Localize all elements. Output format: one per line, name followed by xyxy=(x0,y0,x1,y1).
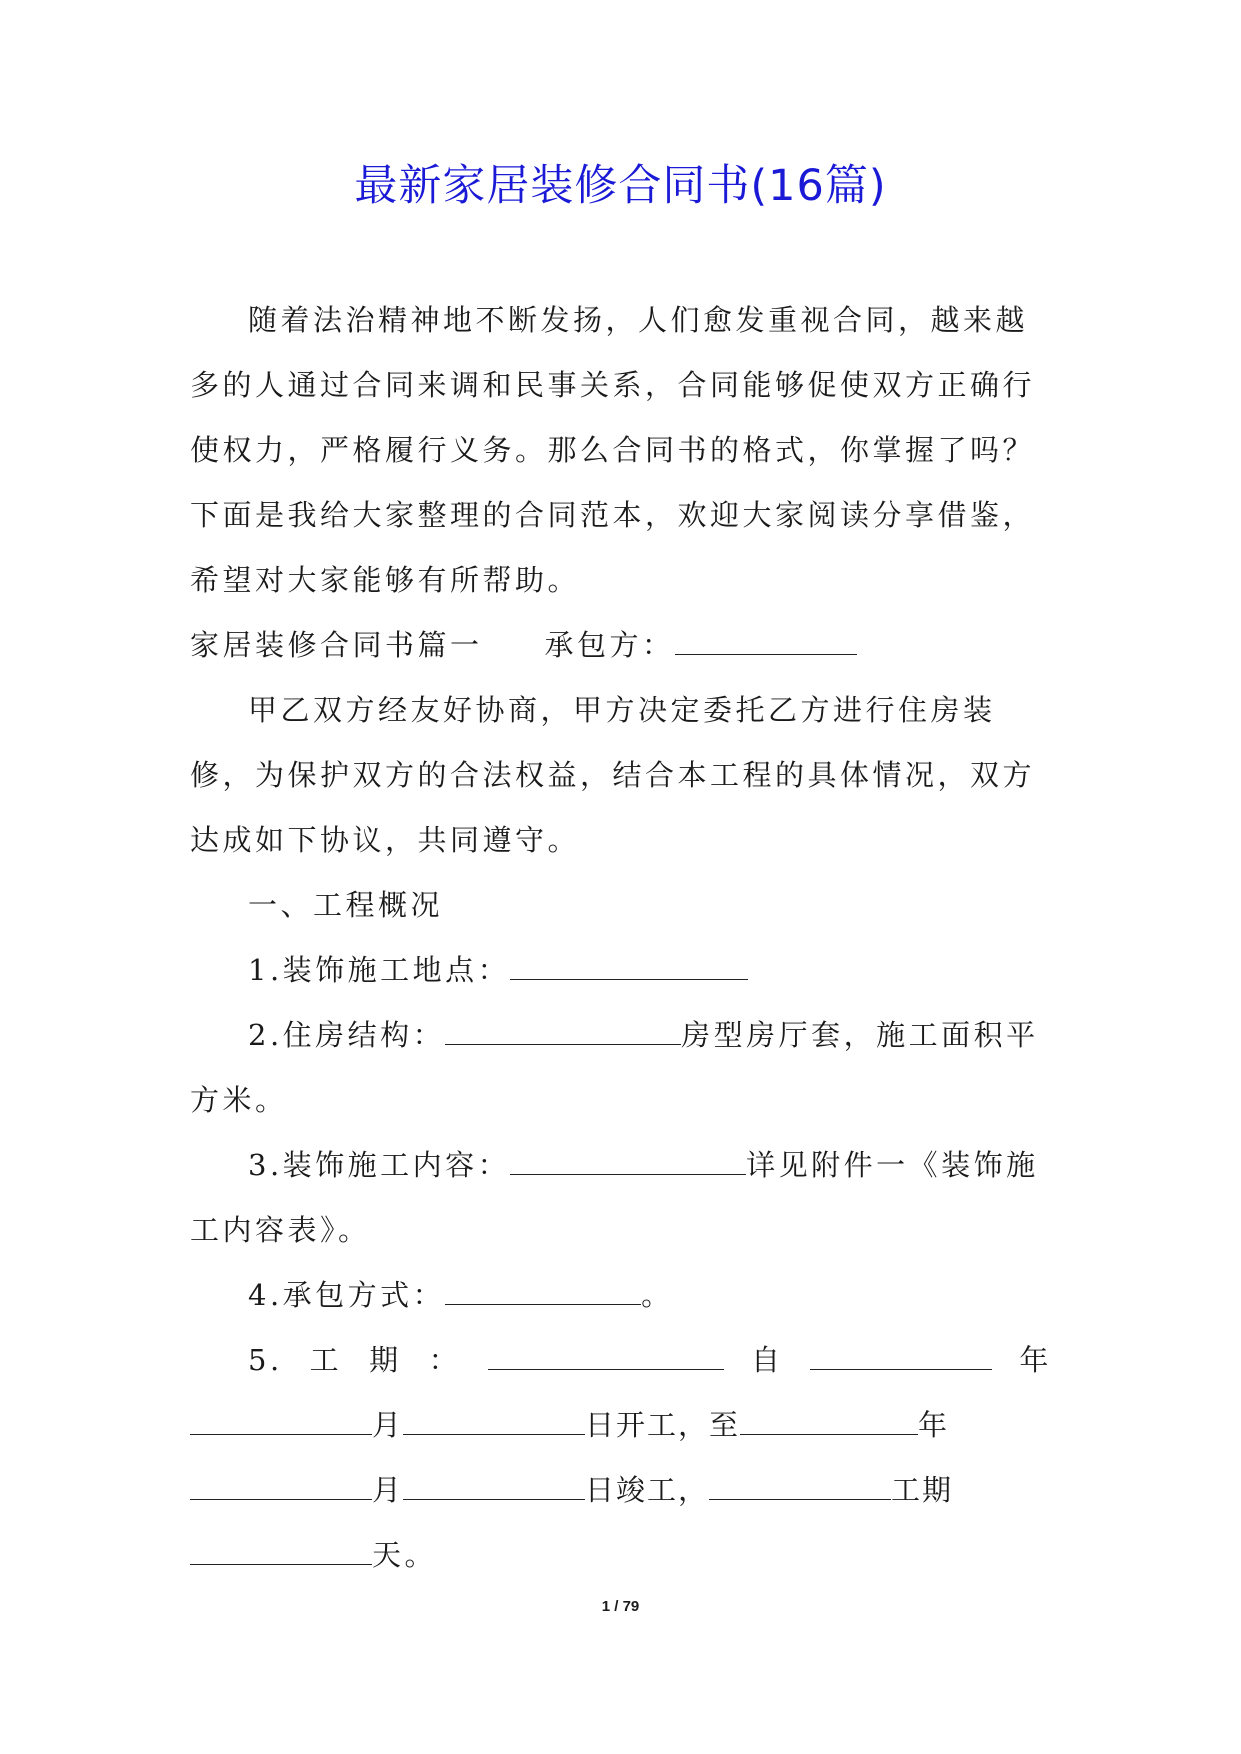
section-heading: 家居装修合同书篇一 xyxy=(190,628,483,662)
item-5-line-4 xyxy=(190,1523,1052,1588)
item-4-blank xyxy=(445,1280,641,1305)
item-5-kaigong: 日开工， xyxy=(585,1408,710,1442)
item-5-line-2 xyxy=(190,1393,1052,1458)
item-5-qi: 期 xyxy=(369,1343,402,1377)
item-5-line-3 xyxy=(190,1458,1052,1523)
item-1-blank xyxy=(510,955,748,980)
item-5-zi: 自 xyxy=(750,1343,784,1377)
item-5-blank-f xyxy=(190,1475,372,1500)
item-5-blank-h xyxy=(709,1475,891,1500)
intro-paragraph: 随着法治精神地不断发扬，人们愈发重视合同，越来越多的人通过合同来调和民事关系，合同能够促使双方正确行使权力，严格履行义务。那么合同书的格式，你掌握了吗？下面是我给大家整理的合同范本，欢迎大家阅读分享借鉴，希望对大家能够有所帮助。 xyxy=(190,303,1036,597)
part-one-heading: 一、工程概况 xyxy=(248,888,444,922)
item-5-yue-1: 月 xyxy=(372,1408,404,1442)
agreement-paragraph: 甲乙双方经友好协商，甲方决定委托乙方进行住房装修，为保护双方的合法权益，结合本工程的具体情况，双方达成如下协议，共同遵守。 xyxy=(190,693,1036,857)
item-5-number: 5. xyxy=(248,1343,283,1377)
item-5-zhi: 至 xyxy=(709,1408,741,1442)
contractor-blank xyxy=(675,630,857,655)
item-2-label: 2.住房结构： xyxy=(248,1018,446,1052)
item-2-blank xyxy=(445,1020,681,1045)
item-3-suffix: 详见附件一《装饰施 xyxy=(746,1148,1039,1182)
item-3-continued: 工内容表》。 xyxy=(190,1213,371,1247)
item-5-blank-g xyxy=(403,1475,585,1500)
item-5-blank-i xyxy=(190,1540,372,1565)
item-5-nian: 年 xyxy=(1019,1343,1052,1377)
item-5-blank-d xyxy=(403,1410,585,1435)
item-2-continued: 方米。 xyxy=(190,1083,288,1117)
item-1-label: 1.装饰施工地点： xyxy=(248,953,511,987)
document-title: 最新家居装修合同书(16篇) xyxy=(354,161,887,211)
item-5-nian-2: 年 xyxy=(918,1408,950,1442)
item-3-blank xyxy=(510,1150,746,1175)
item-2 xyxy=(190,1003,1052,1068)
item-5-gong: 工 xyxy=(309,1343,343,1377)
item-5-blank-a xyxy=(488,1345,724,1370)
item-5-colon: ： xyxy=(428,1343,462,1377)
section-heading-line xyxy=(190,613,1052,678)
item-5-tian: 天。 xyxy=(372,1538,438,1572)
item-5-blank-e xyxy=(740,1410,918,1435)
item-3-label: 3.装饰施工内容： xyxy=(248,1148,511,1182)
item-5-blank-c xyxy=(190,1410,372,1435)
item-4 xyxy=(190,1263,1052,1328)
item-5-yue-2: 月 xyxy=(372,1473,404,1507)
item-4-label: 4.承包方式： xyxy=(248,1278,446,1312)
item-5-line-1 xyxy=(190,1328,1052,1393)
item-2-suffix: 房型房厅套，施工面积平 xyxy=(681,1018,1039,1052)
contractor-label: 承包方： xyxy=(544,628,675,662)
page-number: 1 / 79 xyxy=(601,1598,640,1615)
item-4-suffix: 。 xyxy=(641,1278,674,1312)
item-3 xyxy=(190,1133,1052,1198)
document-body xyxy=(190,288,1052,1588)
item-5-gongqi: 工期 xyxy=(891,1473,954,1507)
item-1 xyxy=(190,938,1052,1003)
item-5-jungong: 日竣工， xyxy=(585,1473,710,1507)
item-5-blank-b xyxy=(810,1345,992,1370)
